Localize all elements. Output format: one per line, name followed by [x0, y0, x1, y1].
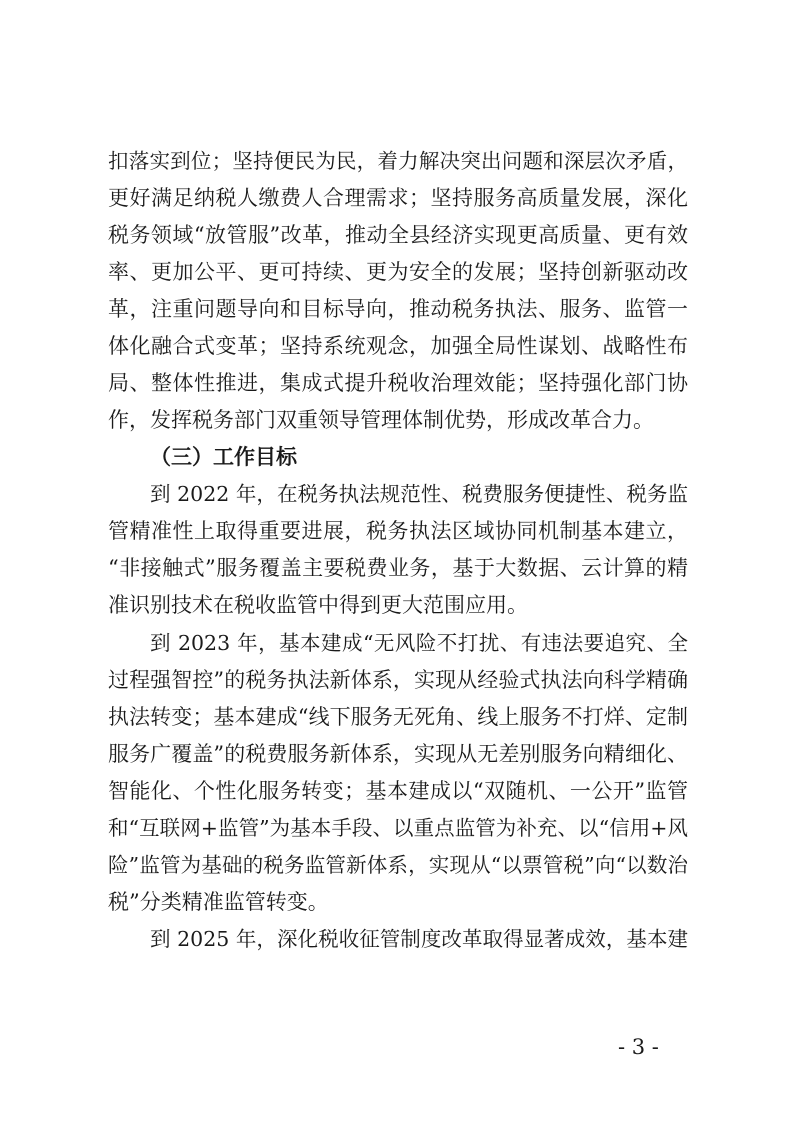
body-text-line: 过程强智控”的税务执法新体系，实现从经验式执法向科学精确 — [108, 668, 688, 692]
body-text-line: 局、整体性推进，集成式提升税收治理效能；坚持强化部门协 — [108, 371, 688, 395]
body-text-line: 率、更加公平、更可持续、更为安全的发展；坚持创新驱动改 — [108, 260, 688, 284]
body-text-line: 险”监管为基础的税务监管新体系，实现从“以票管税”向“以数治 — [108, 853, 688, 877]
body-text-line: 准识别技术在税收监管中得到更大范围应用。 — [108, 593, 528, 617]
section-heading: （三）工作目标 — [150, 444, 297, 469]
body-text-line: “非接触式”服务覆盖主要税费业务，基于大数据、云计算的精 — [108, 556, 688, 580]
page-number: - 3 - — [618, 1035, 659, 1059]
body-text-line: 更好满足纳税人缴费人合理需求；坚持服务高质量发展，深化 — [108, 186, 688, 210]
body-text-line: 税”分类精准监管转变。 — [108, 890, 329, 914]
body-text-line: 服务广覆盖”的税费服务新体系，实现从无差别服务向精细化、 — [108, 742, 688, 766]
body-text-line: 和“互联网+监管”为基本手段、以重点监管为补充、以“信用+风 — [108, 816, 688, 840]
body-text-line: 智能化、个性化服务转变；基本建成以“双随机、一公开”监管 — [108, 779, 688, 803]
body-text-line: 体化融合式变革；坚持系统观念，加强全局性谋划、战略性布 — [108, 334, 688, 358]
paragraph-first-line: 到 2022 年，在税务执法规范性、税费服务便捷性、税务监 — [150, 482, 688, 506]
body-text-line: 作，发挥税务部门双重领导管理体制优势，形成改革合力。 — [108, 408, 654, 432]
paragraph-first-line: 到 2023 年，基本建成“无风险不打扰、有违法要追究、全 — [150, 631, 688, 655]
body-text-line: 扣落实到位；坚持便民为民，着力解决突出问题和深层次矛盾， — [108, 149, 688, 173]
paragraph-first-line: 到 2025 年，深化税收征管制度改革取得显著成效，基本建 — [150, 927, 688, 951]
body-text-line: 税务领域“放管服”改革，推动全县经济实现更高质量、更有效 — [108, 223, 688, 247]
body-text-line: 管精准性上取得重要进展，税务执法区域协同机制基本建立， — [108, 519, 688, 543]
body-text-line: 执法转变；基本建成“线下服务无死角、线上服务不打烊、定制 — [108, 705, 688, 729]
body-text-line: 革，注重问题导向和目标导向，推动税务执法、服务、监管一 — [108, 297, 688, 321]
